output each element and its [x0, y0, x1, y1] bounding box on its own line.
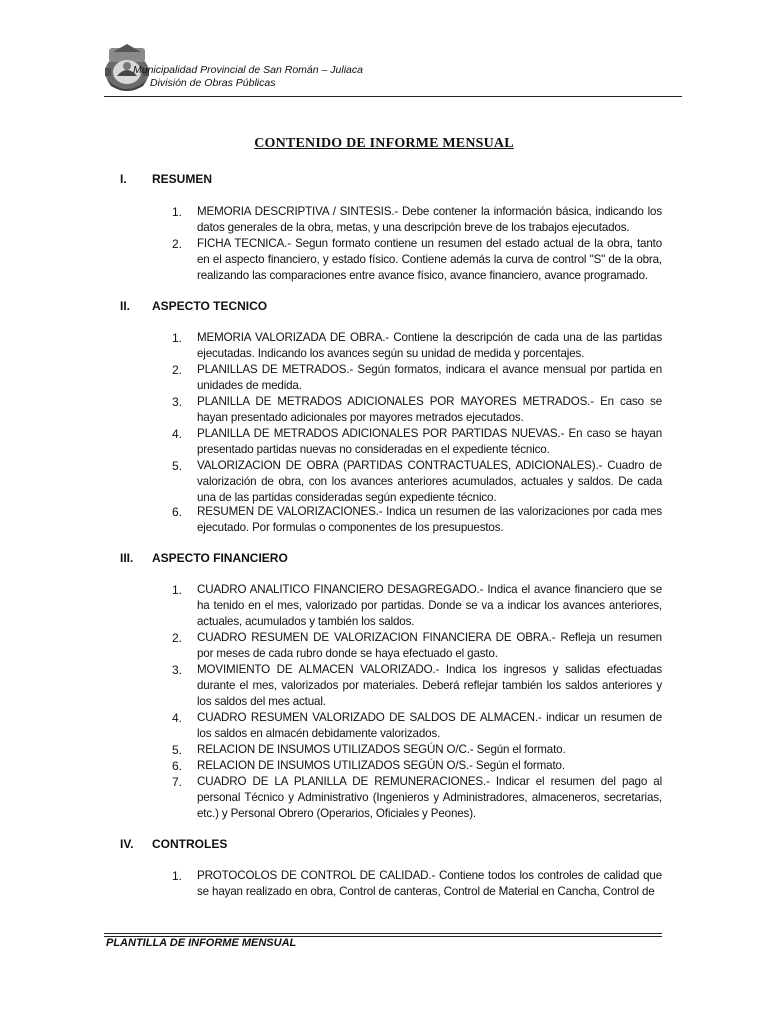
- list-item: [172, 630, 662, 662]
- list-item: [172, 426, 662, 458]
- item-text: MEMORIA DESCRIPTIVA / SINTESIS.- Debe contener la información básica, indicando los datos generales de la obra, metas, y una descripción breve de los trabajos ejecutados.: [197, 205, 662, 234]
- item-number: 1.: [172, 205, 183, 219]
- list-item: [172, 330, 662, 362]
- header-municipality-name: Municipalidad Provincial de San Román – Juliaca: [133, 64, 363, 76]
- list-item: [172, 458, 662, 506]
- item-text: RELACION DE INSUMOS UTILIZADOS SEGÚN O/C.- Según el formato.: [197, 743, 566, 756]
- list-item: [172, 774, 662, 822]
- footer-divider: [104, 933, 662, 934]
- item-text: RELACION DE INSUMOS UTILIZADOS SEGÚN O/S.- Según el formato.: [197, 759, 565, 772]
- item-text: PLANILLAS DE METRADOS.- Según formatos, indicara el avance mensual por partida en unidades de medida.: [197, 363, 662, 392]
- list-item: [172, 362, 662, 394]
- item-number: 3.: [172, 663, 183, 677]
- list-item: [172, 868, 662, 900]
- list-item: [172, 504, 662, 536]
- item-text: RESUMEN DE VALORIZACIONES.- Indica un resumen de las valorizaciones por cada mes ejecutado. Por formulas o componentes de los presupuestos.: [197, 505, 662, 534]
- section-number: II.: [120, 299, 131, 313]
- item-text: MEMORIA VALORIZADA DE OBRA.- Contiene la descripción de cada una de las partidas ejecutadas. Indicando los avances según su unidad de medida y porcentajes.: [197, 331, 662, 360]
- section-number: I.: [120, 172, 127, 186]
- item-text: PLANILLA DE METRADOS ADICIONALES POR MAYORES METRADOS.- En caso se hayan presentado adicionales por mayores metrados ejecutados.: [197, 395, 662, 424]
- item-number: 2.: [172, 237, 183, 251]
- item-text: MOVIMIENTO DE ALMACEN VALORIZADO.- Indica los ingresos y salidas efectuadas durante el mes, valorizados por materiales. Deberá reflejar también los saldos anteriores y los saldos del mes actual.: [197, 663, 662, 708]
- section-title: CONTROLES: [152, 837, 228, 851]
- section-title: ASPECTO FINANCIERO: [152, 551, 288, 565]
- item-text: CUADRO RESUMEN VALORIZADO DE SALDOS DE ALMACEN.- indicar un resumen de los saldos en almacén debidamente valorizados.: [197, 711, 662, 740]
- item-number: 1.: [172, 583, 183, 597]
- item-number: 5.: [172, 459, 183, 473]
- section-title: ASPECTO TECNICO: [152, 299, 268, 313]
- item-number: 7.: [172, 775, 183, 789]
- list-item: [172, 236, 662, 284]
- section-number: III.: [120, 551, 134, 565]
- item-text: PROTOCOLOS DE CONTROL DE CALIDAD.- Contiene todos los controles de calidad que se hayan realizado en obra, Control de canteras, Control de Material en Cancha, Control de: [197, 869, 662, 898]
- list-item: [172, 662, 662, 710]
- item-number: 2.: [172, 363, 183, 377]
- item-text: CUADRO DE LA PLANILLA DE REMUNERACIONES.- Indicar el resumen del pago al personal Técnico y Administrativo (Ingenieros y Administradores, almaceneros, secretarias, etc.) y Personal Obrero (Operarios, Oficiales y Peones).: [197, 775, 662, 820]
- section-title: RESUMEN: [152, 172, 213, 186]
- list-item: [172, 204, 662, 236]
- item-text: CUADRO ANALITICO FINANCIERO DESAGREGADO.- Indica el avance financiero que se ha tenido en el mes, valorizado por partidas. Donde se va a indicar los avances anteriores, actuales, acumulados y también los saldos.: [197, 583, 662, 628]
- item-text: CUADRO RESUMEN DE VALORIZACION FINANCIERA DE OBRA.- Refleja un resumen por meses de cada rubro donde se haya efectuado el gasto.: [197, 631, 662, 660]
- item-number: 1.: [172, 869, 183, 883]
- section-number: IV.: [120, 837, 134, 851]
- item-number: 5.: [172, 743, 183, 757]
- item-number: 2.: [172, 631, 183, 645]
- list-item: [172, 394, 662, 426]
- header-divider: [104, 96, 682, 97]
- footer-label: PLANTILLA DE INFORME MENSUAL: [106, 937, 297, 949]
- item-number: 6.: [172, 505, 183, 519]
- header-division-name: División de Obras Públicas: [150, 77, 276, 89]
- list-item: [172, 710, 662, 742]
- item-number: 4.: [172, 711, 183, 725]
- item-text: VALORIZACION DE OBRA (PARTIDAS CONTRACTUALES, ADICIONALES).- Cuadro de valorización de obra, con los avances anteriores acumulados, actuales y saldos. De cada una de las partidas consideradas según expediente técnico.: [197, 459, 662, 504]
- item-text: FICHA TECNICA.- Segun formato contiene un resumen del estado actual de la obra, tanto en el aspecto financiero, y estado físico. Contiene además la curva de control "S" de la obra, realizando las comparaciones entre avance físico, avance financiero, avance programado.: [197, 237, 662, 282]
- list-item: [172, 582, 662, 630]
- document-title: CONTENIDO DE INFORME MENSUAL: [254, 136, 514, 151]
- list-item: [172, 742, 662, 758]
- item-number: 6.: [172, 759, 183, 773]
- item-number: 1.: [172, 331, 183, 345]
- item-text: PLANILLA DE METRADOS ADICIONALES POR PARTIDAS NUEVAS.- En caso se hayan presentado partidas nuevas no consideradas en el expediente técnico.: [197, 427, 662, 456]
- item-number: 4.: [172, 427, 183, 441]
- item-number: 3.: [172, 395, 183, 409]
- list-item: [172, 758, 662, 774]
